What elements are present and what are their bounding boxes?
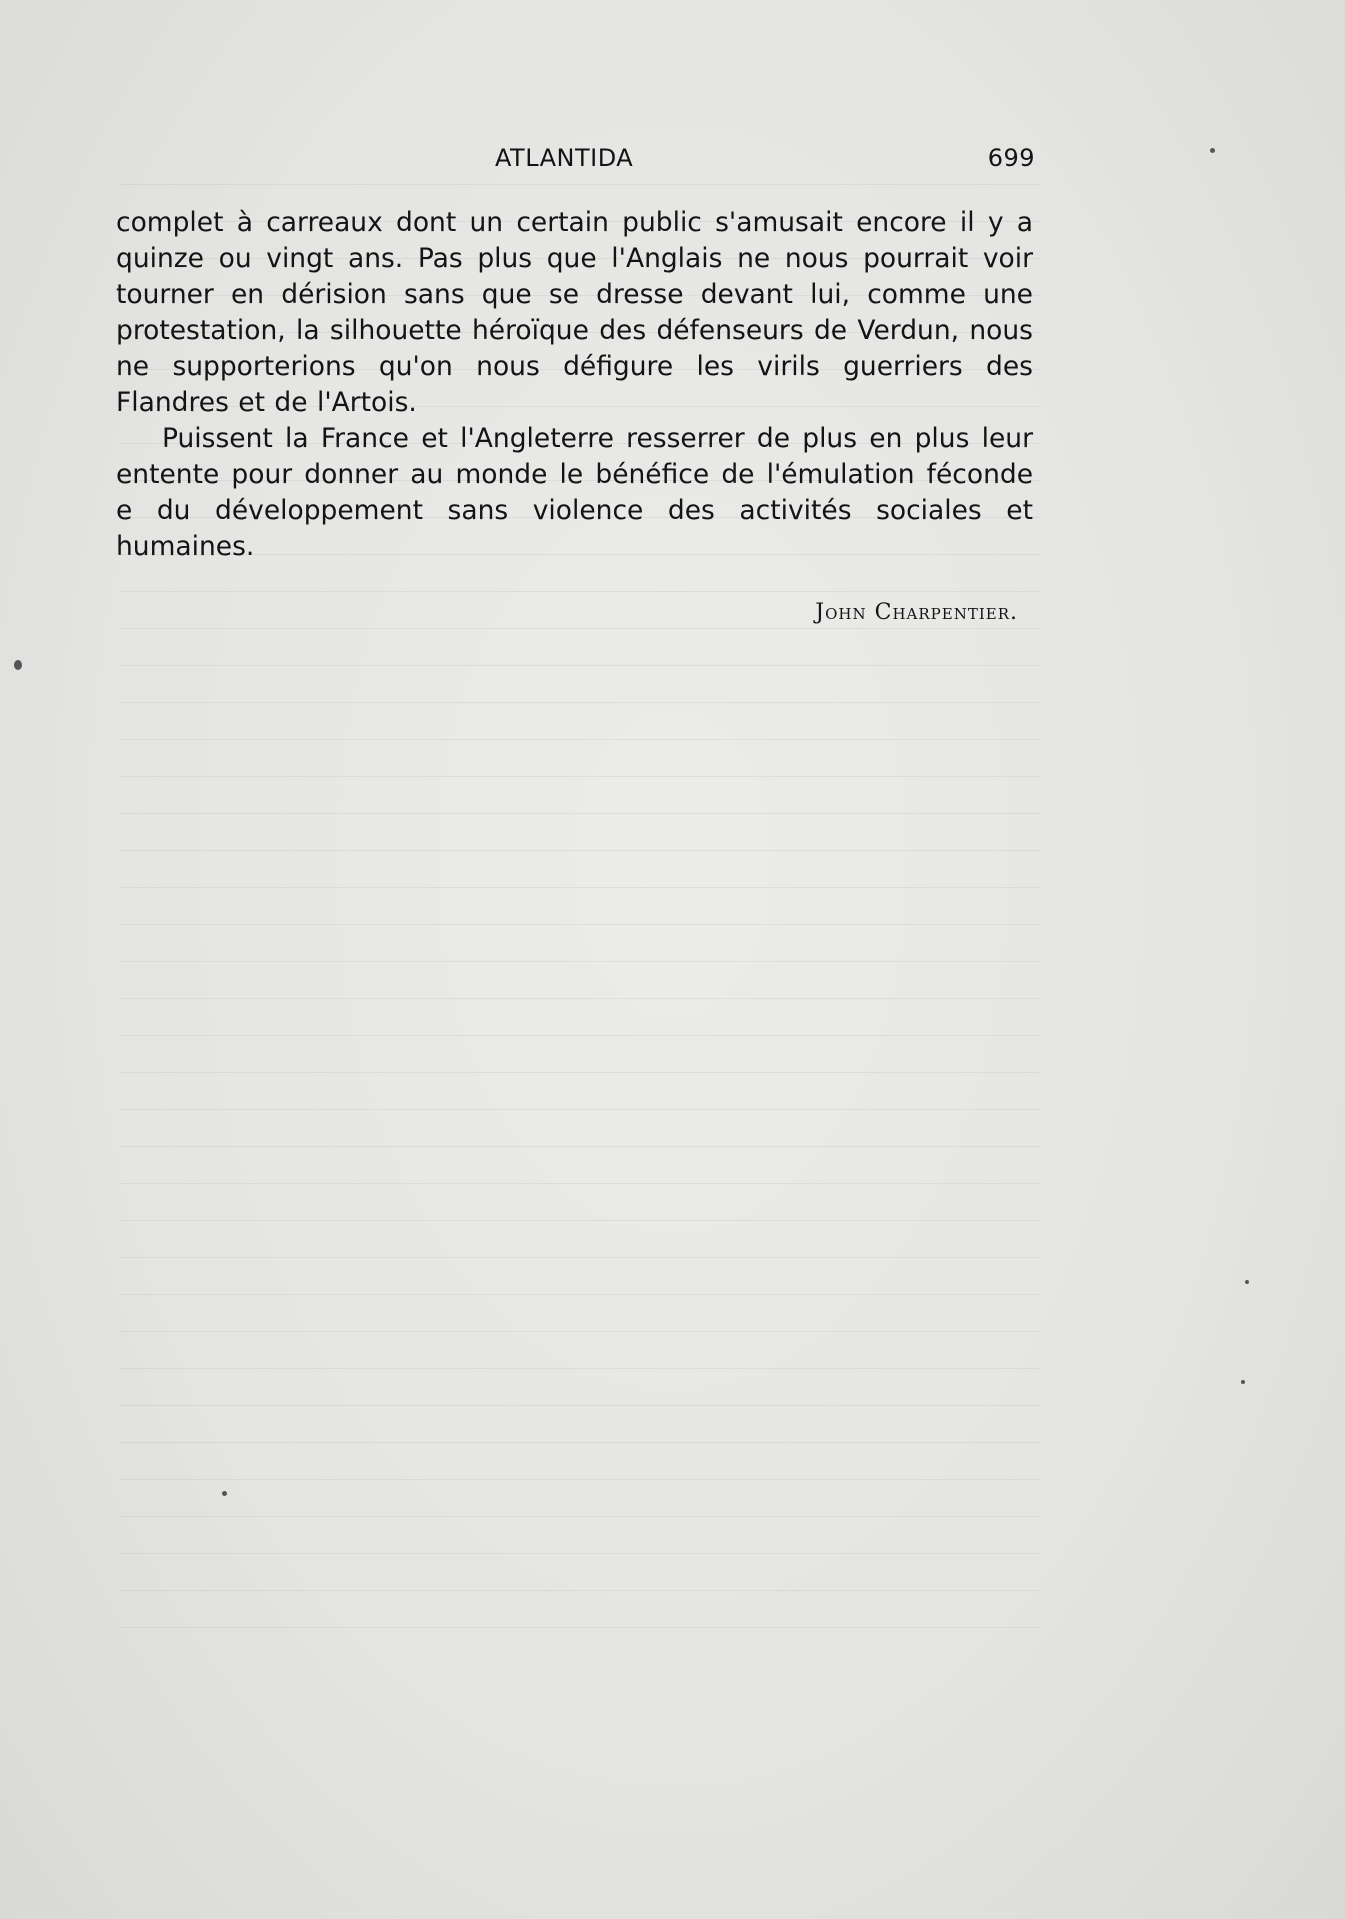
bleed-through-line (120, 1445, 1040, 1480)
bleed-through-line (120, 1112, 1040, 1147)
scan-speck (1210, 148, 1215, 153)
running-header (115, 140, 1035, 176)
page-number: 699 (987, 144, 1035, 172)
article-body (116, 205, 1033, 565)
bleed-through-line (120, 927, 1040, 962)
bleed-through-line (120, 779, 1040, 814)
bleed-through-line (120, 1371, 1040, 1406)
bleed-through-line (120, 1519, 1040, 1554)
bleed-through-line (120, 1482, 1040, 1517)
bleed-through-line (120, 1223, 1040, 1258)
bleed-through-line (120, 1186, 1040, 1221)
scan-speck (1241, 1380, 1245, 1384)
bleed-through-line (120, 742, 1040, 777)
bleed-through-line (120, 705, 1040, 740)
scan-speck (222, 1491, 227, 1496)
journal-title: ATLANTIDA (495, 144, 634, 172)
paragraph-2: Puissent la France et l'Angleterre resserrer de plus en plus leur entente pour donner au monde le bénéfice de l'émulation féconde e du développement sans violence des activités sociales et humaines. (116, 423, 1033, 562)
bleed-through-line (120, 1075, 1040, 1110)
bleed-through-line (120, 1408, 1040, 1443)
bleed-through-line (120, 853, 1040, 888)
bleed-through-line (120, 1297, 1040, 1332)
paragraph-1: complet à carreaux dont un certain public s'amusait encore il y a quinze ou vingt ans. Pas plus que l'Anglais ne nous pourrait voir tourner en dérision sans que se dresse devant lui, comme une protestation, la silhouette héroïque des défenseurs de Verdun, nous ne supporterions qu'on nous défigure les virils guerriers des Flandres et de l'Artois. (116, 207, 1033, 418)
bleed-through-line (120, 1334, 1040, 1369)
bleed-through-line (120, 890, 1040, 925)
bleed-through-line (120, 816, 1040, 851)
bleed-through-line (120, 1001, 1040, 1036)
bleed-through-line (120, 1038, 1040, 1073)
scan-speck (14, 660, 22, 670)
bleed-through-line (120, 668, 1040, 703)
bleed-through-line (120, 1556, 1040, 1591)
author-signature: John Charpentier. (815, 600, 1018, 625)
bleed-through-line (120, 1260, 1040, 1295)
bleed-through-line (120, 1593, 1040, 1628)
scan-speck (1245, 1280, 1249, 1284)
bleed-through-line (120, 964, 1040, 999)
bleed-through-line (120, 1149, 1040, 1184)
bleed-through-line (120, 631, 1040, 666)
